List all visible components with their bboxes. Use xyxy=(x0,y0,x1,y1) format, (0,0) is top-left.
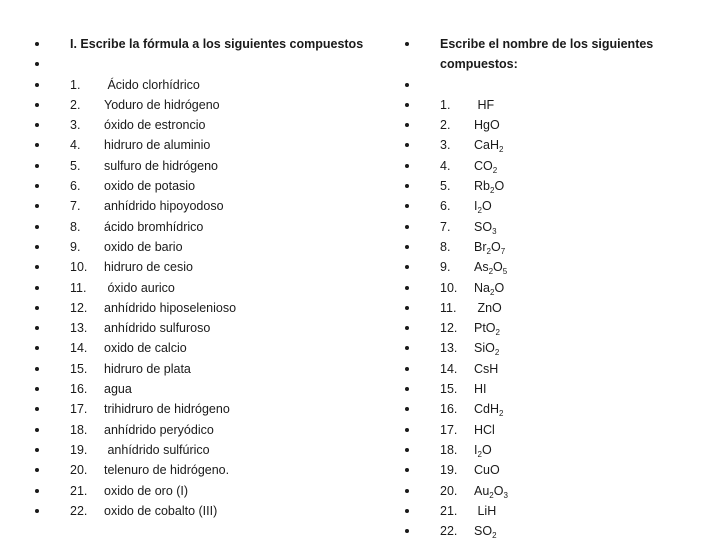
formula-symbol: SO xyxy=(474,524,493,539)
item-number: 12. xyxy=(70,300,88,315)
right-empty-item xyxy=(400,75,720,95)
formula-symbol: O xyxy=(493,483,504,498)
left-heading-item xyxy=(30,34,370,54)
item-number: 17. xyxy=(70,402,88,417)
item-number: 8. xyxy=(440,239,451,254)
formula-symbol: Rb xyxy=(474,179,490,194)
compound-name xyxy=(70,135,210,155)
compound-name xyxy=(70,440,210,460)
formula-symbol: HF xyxy=(474,97,495,112)
compound-name-item xyxy=(30,257,370,277)
item-number: 2. xyxy=(70,97,81,112)
formula xyxy=(440,359,498,379)
compound-name-text: Ácido clorhídrico xyxy=(104,77,200,92)
formula-symbol: SO xyxy=(474,219,493,234)
compound-name-item xyxy=(30,460,370,480)
formula xyxy=(440,217,497,237)
chemical-formula xyxy=(474,521,497,541)
compound-name xyxy=(70,399,230,419)
compound-name-text: anhídrido hiposelenioso xyxy=(104,300,237,315)
formula-subscript: 2 xyxy=(489,287,495,297)
formula xyxy=(440,460,500,480)
formula-subscript: 2 xyxy=(492,531,497,541)
formula-item xyxy=(400,481,720,501)
item-number: 13. xyxy=(70,321,88,336)
compound-name-text: hidruro de aluminio xyxy=(104,138,211,153)
chemical-formula xyxy=(474,278,504,298)
compound-name xyxy=(70,481,188,501)
formula-symbol: CuO xyxy=(474,463,500,478)
chemical-formula xyxy=(474,318,500,338)
formula-symbol: CaH xyxy=(474,138,500,153)
compound-name xyxy=(70,196,224,216)
formula-subscript: 2 xyxy=(477,449,482,459)
chemical-formula xyxy=(474,95,494,115)
formula-symbol: HI xyxy=(474,382,487,397)
formula-subscript: 2 xyxy=(489,490,494,500)
item-number: 4. xyxy=(440,158,451,173)
formula-item xyxy=(400,359,720,379)
item-number: 21. xyxy=(70,483,88,498)
compound-name xyxy=(70,217,203,237)
compound-name-item xyxy=(30,318,370,338)
item-number: 12. xyxy=(440,321,458,336)
compound-name xyxy=(70,75,200,95)
formula xyxy=(440,135,503,155)
item-number: 10. xyxy=(70,260,88,275)
item-number: 20. xyxy=(70,463,88,478)
formula-item xyxy=(400,196,720,216)
compound-name xyxy=(70,318,210,338)
formula-symbol: HCl xyxy=(474,422,495,437)
compound-name xyxy=(70,278,175,298)
chemical-formula xyxy=(474,379,487,399)
compound-name-text: anhídrido sulfuroso xyxy=(104,321,211,336)
formula-subscript: 2 xyxy=(477,206,482,216)
compound-name-text: telenuro de hidrógeno. xyxy=(104,463,230,478)
item-number: 2. xyxy=(440,118,451,133)
formula xyxy=(440,440,492,460)
compound-name xyxy=(70,420,214,440)
formula-symbol: O xyxy=(494,179,505,194)
formula xyxy=(440,521,497,541)
formula-symbol: CdH xyxy=(474,402,500,417)
formula-symbol: I xyxy=(474,442,478,457)
formula-item xyxy=(400,318,720,338)
compound-name xyxy=(70,176,195,196)
chemical-formula xyxy=(474,257,507,277)
left-column xyxy=(30,34,370,521)
compound-name-text: oxido de oro (I) xyxy=(104,483,189,498)
formula-item xyxy=(400,156,720,176)
formula xyxy=(440,399,503,419)
compound-name-item xyxy=(30,399,370,419)
formula-item xyxy=(400,399,720,419)
formula-item xyxy=(400,298,720,318)
item-number: 9. xyxy=(70,239,81,254)
item-number: 6. xyxy=(440,199,451,214)
formula-symbol: I xyxy=(474,199,478,214)
right-heading-item xyxy=(400,34,720,75)
item-number: 10. xyxy=(440,280,458,295)
formula-item xyxy=(400,521,720,541)
compound-name-text: Yoduro de hidrógeno xyxy=(104,97,220,112)
item-number: 18. xyxy=(70,422,88,437)
formula-symbol: SiO xyxy=(474,341,495,356)
formula-symbol: CO xyxy=(474,158,493,173)
compound-name-text: ácido bromhídrico xyxy=(104,219,204,234)
item-number: 3. xyxy=(440,138,451,153)
compound-name-text: oxido de cobalto (III) xyxy=(104,503,218,518)
item-number: 18. xyxy=(440,442,458,457)
compound-name-text: oxido de calcio xyxy=(104,341,187,356)
formula xyxy=(440,196,492,216)
formula xyxy=(440,501,496,521)
formula xyxy=(440,481,508,501)
formula-item xyxy=(400,338,720,358)
chemical-formula xyxy=(474,237,505,257)
item-number: 14. xyxy=(70,341,88,356)
formula-symbol: As xyxy=(474,260,489,275)
formula xyxy=(440,257,507,277)
item-number: 7. xyxy=(440,219,451,234)
formula xyxy=(440,298,502,318)
item-number: 1. xyxy=(440,97,451,112)
chemical-formula xyxy=(474,359,498,379)
formula-item xyxy=(400,460,720,480)
compound-name-text: oxido de bario xyxy=(104,239,183,254)
item-number: 22. xyxy=(70,503,88,518)
compound-name-item xyxy=(30,440,370,460)
formula-symbol: HgO xyxy=(474,118,500,133)
item-number: 4. xyxy=(70,138,81,153)
formula-item xyxy=(400,217,720,237)
item-number: 8. xyxy=(70,219,81,234)
formula xyxy=(440,237,505,257)
left-exercise-list xyxy=(30,75,370,522)
item-number: 17. xyxy=(440,422,458,437)
compound-name xyxy=(70,460,229,480)
formula-subscript: 7 xyxy=(500,246,506,256)
formula-subscript: 3 xyxy=(503,490,508,500)
compound-name-item xyxy=(30,75,370,95)
chemical-formula xyxy=(474,501,496,521)
compound-name-text: hidruro de plata xyxy=(104,361,191,376)
formula xyxy=(440,318,500,338)
compound-name-item xyxy=(30,237,370,257)
item-number: 11. xyxy=(70,280,87,295)
formula-symbol: O xyxy=(481,199,492,214)
formula-symbol: Au xyxy=(474,483,490,498)
compound-name xyxy=(70,95,220,115)
compound-name xyxy=(70,237,183,257)
chemical-formula xyxy=(474,135,503,155)
formula xyxy=(440,420,495,440)
formula xyxy=(440,156,497,176)
item-number: 16. xyxy=(440,402,458,417)
item-number: 9. xyxy=(440,260,451,275)
formula-item xyxy=(400,237,720,257)
formula-item xyxy=(400,278,720,298)
compound-name-item xyxy=(30,135,370,155)
compound-name xyxy=(70,115,205,135)
formula-symbol: Br xyxy=(474,239,487,254)
compound-name-item xyxy=(30,501,370,521)
formula-item xyxy=(400,176,720,196)
item-number: 3. xyxy=(70,118,81,133)
formula xyxy=(440,176,504,196)
compound-name xyxy=(70,359,191,379)
chemical-formula xyxy=(474,156,497,176)
formula-item xyxy=(400,501,720,521)
formula-item xyxy=(400,115,720,135)
formula-subscript: 2 xyxy=(489,186,495,196)
formula-subscript: 2 xyxy=(492,165,498,175)
compound-name-text: agua xyxy=(104,382,132,397)
item-number: 19. xyxy=(440,463,458,478)
formula-symbol: CsH xyxy=(474,361,499,376)
formula xyxy=(440,95,494,115)
compound-name-item xyxy=(30,338,370,358)
compound-name-text: anhídrido peryódico xyxy=(104,422,214,437)
formula-symbol: O xyxy=(494,280,505,295)
compound-name-item xyxy=(30,359,370,379)
compound-name xyxy=(70,298,236,318)
formula-item xyxy=(400,440,720,460)
compound-name-item xyxy=(30,379,370,399)
chemical-formula xyxy=(474,420,495,440)
chemical-formula xyxy=(474,298,502,318)
item-number: 16. xyxy=(70,382,88,397)
item-number: 11. xyxy=(440,300,457,315)
formula-symbol: O xyxy=(493,260,503,275)
formula-symbol: O xyxy=(481,442,492,457)
formula-subscript: 5 xyxy=(502,267,508,277)
compound-name-item xyxy=(30,481,370,501)
compound-name-text: óxido de estroncio xyxy=(104,118,206,133)
formula-item xyxy=(400,420,720,440)
chemical-formula xyxy=(474,338,499,358)
compound-name-text: hidruro de cesio xyxy=(104,260,193,275)
formula-item xyxy=(400,257,720,277)
compound-name-text: óxido aurico xyxy=(104,280,175,295)
chemical-formula xyxy=(474,440,492,460)
formula xyxy=(440,338,499,358)
formula-symbol: ZnO xyxy=(474,300,502,315)
item-number: 5. xyxy=(70,158,81,173)
chemical-formula xyxy=(474,399,503,419)
compound-name xyxy=(70,338,187,358)
item-number: 13. xyxy=(440,341,458,356)
item-number: 5. xyxy=(440,179,451,194)
item-number: 14. xyxy=(440,361,458,376)
left-empty-item xyxy=(30,54,370,74)
formula-item xyxy=(400,135,720,155)
compound-name-text: anhídrido sulfúrico xyxy=(104,442,210,457)
item-number: 15. xyxy=(440,382,458,397)
compound-name-text: oxido de potasio xyxy=(104,179,196,194)
formula xyxy=(440,115,500,135)
left-heading: I. Escribe la fórmula a los siguientes compuestos xyxy=(70,37,364,51)
formula-subscript: 2 xyxy=(495,328,500,338)
formula-subscript: 2 xyxy=(494,348,500,358)
compound-name-item xyxy=(30,156,370,176)
chemical-formula xyxy=(474,460,500,480)
formula-symbol: Na xyxy=(474,280,490,295)
item-number: 20. xyxy=(440,483,458,498)
compound-name-item xyxy=(30,176,370,196)
item-number: 22. xyxy=(440,524,458,539)
chemical-formula xyxy=(474,481,508,501)
chemical-formula xyxy=(474,217,497,237)
right-heading: Escribe el nombre de los siguientes compuestos: xyxy=(440,37,654,72)
compound-name-item xyxy=(30,298,370,318)
formula-item xyxy=(400,95,720,115)
formula-symbol: O xyxy=(490,239,501,254)
chemical-formula xyxy=(474,196,492,216)
formula-subscript: 2 xyxy=(499,409,504,419)
formula-symbol: LiH xyxy=(474,503,497,518)
compound-name-item xyxy=(30,115,370,135)
compound-name-item xyxy=(30,420,370,440)
item-number: 21. xyxy=(440,503,458,518)
formula-subscript: 2 xyxy=(486,246,491,256)
compound-name-text: sulfuro de hidrógeno xyxy=(104,158,218,173)
chemical-formula xyxy=(474,176,504,196)
compound-name-item xyxy=(30,278,370,298)
compound-name xyxy=(70,379,132,399)
right-exercise-list xyxy=(400,95,720,542)
formula xyxy=(440,278,504,298)
item-number: 6. xyxy=(70,179,81,194)
formula-subscript: 3 xyxy=(492,226,497,236)
chemical-formula xyxy=(474,115,500,135)
item-number: 1. xyxy=(70,77,81,92)
compound-name xyxy=(70,257,193,277)
compound-name-item xyxy=(30,95,370,115)
formula-subscript: 2 xyxy=(499,145,504,155)
compound-name-text: anhídrido hipoyodoso xyxy=(104,199,224,214)
formula-subscript: 2 xyxy=(488,267,494,277)
compound-name xyxy=(70,501,217,521)
item-number: 15. xyxy=(70,361,88,376)
formula-item xyxy=(400,379,720,399)
item-number: 19. xyxy=(70,442,88,457)
compound-name-item xyxy=(30,217,370,237)
item-number: 7. xyxy=(70,199,81,214)
compound-name xyxy=(70,156,218,176)
compound-name-item xyxy=(30,196,370,216)
compound-name-text: trihidruro de hidrógeno xyxy=(104,402,230,417)
formula-symbol: PtO xyxy=(474,321,496,336)
formula xyxy=(440,379,487,399)
right-column xyxy=(400,34,720,541)
